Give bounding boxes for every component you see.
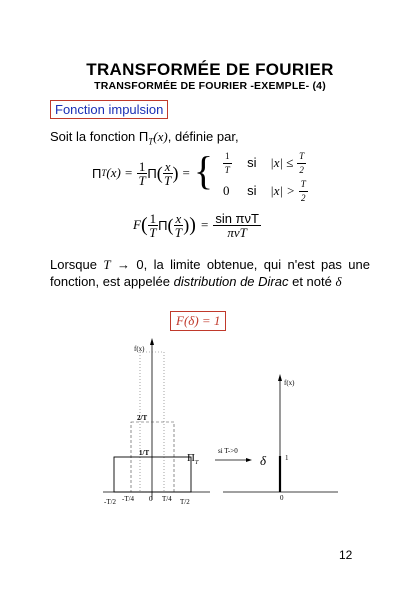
definition-case-1	[223, 150, 306, 177]
case2-cond: |x| >	[270, 182, 296, 198]
tf-pi: Π	[158, 217, 168, 233]
dirac-result-box: F(δ) = 1	[170, 311, 226, 331]
dirac-paragraph	[50, 256, 370, 290]
page-number: 12	[339, 548, 353, 562]
left-ylabel: f(x)	[134, 345, 145, 353]
def-T: T	[138, 172, 146, 188]
case1-cond-num: T	[297, 150, 306, 164]
def-T2: T	[164, 172, 172, 188]
page-subtitle: TRANSFORMÉE DE FOURIER -EXEMPLE- (4)	[94, 80, 326, 92]
case1-num: 1	[223, 150, 232, 164]
pi-sub: T	[195, 460, 199, 466]
para-part2: → 0, la limite obtenue, qui n'est pas une fonction, est appelée	[50, 257, 370, 289]
case2-si: si	[247, 182, 257, 198]
def-frac-xT	[163, 160, 173, 187]
para-T: T	[103, 257, 111, 272]
def-brace: {	[193, 148, 214, 193]
definition-equation: Π T (x) = $\frac{1}{T}$ Π ( $\frac{x}{T}$ ) = {	[92, 148, 214, 193]
intro-line	[50, 129, 239, 147]
xtick-3: T/4	[162, 495, 172, 503]
tf-T2: T	[174, 224, 183, 240]
def-eq: =	[182, 165, 190, 180]
figure	[0, 330, 420, 530]
def-lhs-arg: (x) =	[106, 165, 133, 180]
tf-den: πνT	[227, 224, 247, 240]
limit-arrow-head	[246, 458, 252, 462]
tf-x: x	[175, 210, 182, 226]
intro-suffix: , définie par,	[167, 129, 239, 144]
tf-one: 1	[149, 210, 157, 226]
right-zero: 0	[280, 494, 284, 502]
xtick-0: -T/2	[104, 498, 117, 506]
xtick-4: T/2	[180, 498, 190, 506]
transform-equation: F ( $\frac{1}{T}$ Π ( $\frac{x}{T}$ ) ) = $\frac{\text{sin πνT}}{\text{πνT}}$	[133, 210, 259, 240]
para-em: distribution de Dirac	[173, 274, 289, 289]
xtick-1: -T/4	[122, 495, 135, 503]
case2-cond-num: T	[299, 178, 308, 192]
intro-prefix: Soit la fonction	[50, 129, 139, 144]
case1-si: si	[247, 154, 257, 170]
label-2T: 2/T	[137, 414, 148, 422]
right-y-arrow	[278, 374, 282, 381]
xtick-2: 0	[149, 495, 153, 503]
tf-F: F	[133, 217, 141, 232]
intro-sub: T	[148, 136, 154, 147]
def-pi: Π	[147, 165, 157, 181]
def-lhs: Π	[92, 165, 102, 181]
pulse-solid	[114, 457, 191, 492]
case1-cond-den: 2	[299, 165, 304, 175]
tf-eq: =	[200, 217, 209, 232]
def-one: 1	[138, 158, 146, 174]
definition-case-2	[223, 178, 308, 205]
def-frac-1T	[137, 160, 148, 187]
intro-func: Π	[138, 129, 149, 144]
para-part1: Lorsque	[50, 257, 104, 272]
right-ylabel: f(x)	[284, 379, 295, 387]
tf-T: T	[149, 224, 157, 240]
case2-cond-den: 2	[300, 193, 306, 203]
def-x: x	[164, 158, 171, 174]
case1-cond: |x| ≤	[270, 154, 294, 170]
para-delta: δ	[335, 274, 342, 289]
def-lhs-sub: T	[101, 168, 107, 178]
left-y-arrow	[150, 338, 154, 345]
right-one: 1	[285, 454, 289, 462]
label-1T: 1/T	[139, 449, 150, 457]
section-label: Fonction impulsion	[50, 100, 168, 119]
tf-num: sin πνT	[215, 210, 259, 226]
pi-label: Π	[187, 452, 195, 464]
intro-arg: (x)	[153, 129, 168, 144]
case1-den: T	[224, 165, 230, 175]
para-part3: et noté	[288, 274, 336, 289]
arrow-label: si T->0	[218, 447, 238, 455]
case2-val: 0	[223, 182, 230, 198]
delta-label: δ	[260, 453, 267, 468]
page-title: TRANSFORMÉE DE FOURIER	[86, 60, 334, 79]
